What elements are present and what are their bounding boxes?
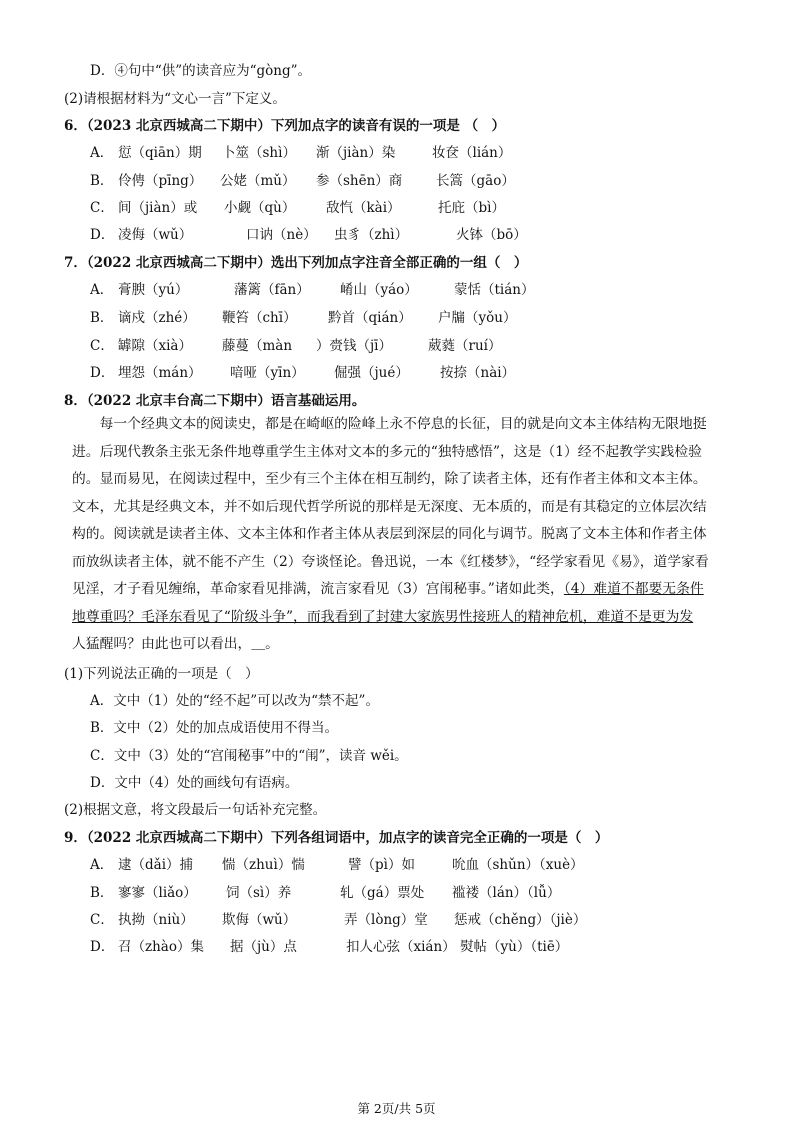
option-item: 召（zhào）集 — [118, 939, 204, 955]
passage-line: 人猛醒吗？由此也可以看出，＿。 — [72, 636, 279, 652]
q8-subquestion-1: (1)下列说法正确的一项是（ ） — [64, 666, 259, 682]
passage-line — [72, 576, 724, 604]
option-item: 据（jù）点 — [230, 939, 297, 955]
option-label: C． — [90, 912, 114, 928]
option-item: 长篙（gāo） — [436, 173, 515, 189]
option-item: 弄（lòng）堂 — [344, 912, 428, 928]
option-item: 褴褛（lán）（lǚ） — [452, 885, 561, 901]
passage-line: 每一个经典文本的阅读史，都是在崎岖的险峰上永不停息的长征，目的就是向文本主体结构无限地挺 — [72, 416, 707, 432]
option-item: 膏腴（yú） — [118, 282, 189, 298]
option-item: 火钵（bō） — [456, 227, 527, 243]
option-item: 公姥（mǔ） — [220, 173, 296, 189]
option-label: D． — [90, 227, 115, 243]
q8-subquestion-2: (2)根据文意，将文段最后一句话补充完整。 — [64, 802, 327, 818]
option-item: 户牖（yǒu） — [438, 310, 517, 326]
option-item: 饲（sì）养 — [226, 885, 292, 901]
option-item: 熨帖（yù）（tiē） — [460, 939, 569, 955]
option-item: 藤蔓（màn — [222, 338, 293, 354]
option-label: B． — [90, 310, 114, 326]
option-item: 欺侮（wǔ） — [222, 912, 297, 928]
q8-passage — [72, 411, 724, 659]
q5-option-d: D．④句中“供”的读音应为“gòng”。 — [90, 63, 312, 79]
q8-option-a: A．文中（1）处的“经不起”可以改为“禁不起”。 — [90, 693, 379, 709]
option-item: 卜筮（shì） — [222, 145, 296, 161]
option-item: 吮血（shǔn）（xuè） — [452, 857, 584, 873]
option-item: 鞭笞（chī） — [222, 310, 297, 326]
passage-line: 文本，尤其是经典文本，并不如后现代哲学所说的那样是无深度、无本质的，而是有其稳定的立体层次结 — [72, 498, 707, 515]
option-item: 参（shēn）商 — [316, 173, 403, 189]
option-item: 逮（dǎi）捕 — [118, 857, 194, 873]
option-item: 倔强（jué） — [334, 365, 409, 381]
option-item: 轧（gá）票处 — [340, 885, 425, 901]
option-item: 喑哑（yīn） — [230, 365, 305, 381]
option-item: 崤山（yáo） — [340, 282, 418, 298]
option-label: B． — [90, 885, 114, 901]
option-item: 黔首（qián） — [328, 310, 412, 326]
option-item: 罅隙（xià） — [118, 338, 192, 354]
passage-line: 进。后现代教条主张无条件地尊重学生主体对文本的多元的“独特感悟”，这是（1）经不起教学实践检验 — [72, 443, 702, 460]
option-item: 按捺（nài） — [440, 365, 516, 381]
q9-stem: 9．（2022 北京西城高二下期中）下列各组词语中，加点字的读音完全正确的一项是（ ） — [64, 830, 609, 846]
option-item: 小觑（qù） — [224, 200, 296, 216]
page-footer: 第 2页/共 5页 — [357, 1101, 436, 1116]
option-label: A． — [90, 857, 114, 873]
option-label: C． — [90, 338, 114, 354]
option-item: 伶俜（pīng） — [118, 173, 203, 189]
option-item: 埋怨（mán） — [118, 365, 202, 381]
option-item: 执拗（niù） — [118, 912, 194, 928]
q7-stem: 7．（2022 北京西城高二下期中）选出下列加点字注音全部正确的一组（ ） — [64, 255, 528, 271]
passage-line — [72, 604, 724, 632]
option-item: 渐（jiàn）染 — [316, 145, 396, 161]
option-item: 托庇（bì） — [438, 200, 505, 216]
underlined-sentence: （4）难道不都要无条件 — [563, 581, 704, 597]
option-item: 藩篱（fān） — [234, 282, 310, 298]
option-label: D． — [90, 365, 115, 381]
option-item: 谪戍（zhé） — [118, 310, 196, 326]
q8-option-d: D．文中（4）处的画线句有语病。 — [90, 775, 299, 791]
option-item: 譬（pì）如 — [348, 857, 415, 873]
option-item: 扣人心弦（xián） — [346, 939, 456, 955]
passage-line: 的。显而易见，在阅读过程中，至少有三个主体在相互制约，除了读者主体，还有作者主体和文本主体。 — [72, 471, 707, 487]
option-item: 虫豸（zhì） — [334, 227, 409, 243]
underlined-sentence-cont — [72, 609, 693, 625]
passage-text: 地尊重吗？毛泽东看见了“阶级斗争”，而我看到了封建大家族男性接班人的精神危机，难道不是更为发 — [72, 608, 694, 625]
option-item: 口讷（nè） — [246, 227, 317, 243]
option-item: 蒙恬（tián） — [454, 282, 535, 298]
passage-line: 构的。阅读就是读者主体、文本主体和作者主体从表层到深层的同化与调节。脱离了文本主体和作者主体 — [72, 526, 707, 542]
passage-text: 见淫，才子看见缠绵，革命家看见排满，流言家看见（3）宫闱秘事。”诸如此类， — [72, 581, 564, 597]
option-label: A． — [90, 145, 114, 161]
option-label: D． — [90, 939, 115, 955]
option-item: 妆奁（lián） — [432, 145, 512, 161]
option-item: 惩戒（chěng）（jiè） — [454, 912, 587, 928]
option-item: 敌忾（kài） — [326, 200, 401, 216]
option-item: 凌侮（wǔ） — [118, 227, 193, 243]
option-item: 惴（zhuì）惴 — [222, 857, 305, 873]
passage-line: 而放纵读者主体，就不能不产生（2）夸谈怪论。鲁迅说，一本《红楼梦》，“经学家看见《易》，道学家看 — [72, 553, 709, 570]
option-item: ）赍钱（jī） — [316, 338, 393, 354]
option-label: A． — [90, 282, 114, 298]
option-item: 葳蕤（ruí） — [428, 338, 502, 354]
option-item: 寥寥（liǎo） — [118, 885, 197, 901]
option-label: B． — [90, 173, 114, 189]
option-label: C． — [90, 200, 114, 216]
option-item: 愆（qiān）期 — [118, 145, 202, 161]
q6-stem: 6．（2023 北京西城高二下期中）下列加点字的读音有误的一项是 （ ） — [64, 118, 506, 134]
q8-option-c: C．文中（3）处的“宫闱秘事”中的“闱”，读音 wěi。 — [90, 748, 408, 764]
option-item: 间（jiàn）或 — [118, 200, 198, 216]
q8-stem: 8．（2022 北京丰台高二下期中）语言基础运用。 — [64, 393, 366, 409]
q8-option-b: B．文中（2）处的加点成语使用不得当。 — [90, 720, 339, 736]
q5-subquestion-2: (2)请根据材料为“文心一言”下定义。 — [64, 91, 286, 107]
